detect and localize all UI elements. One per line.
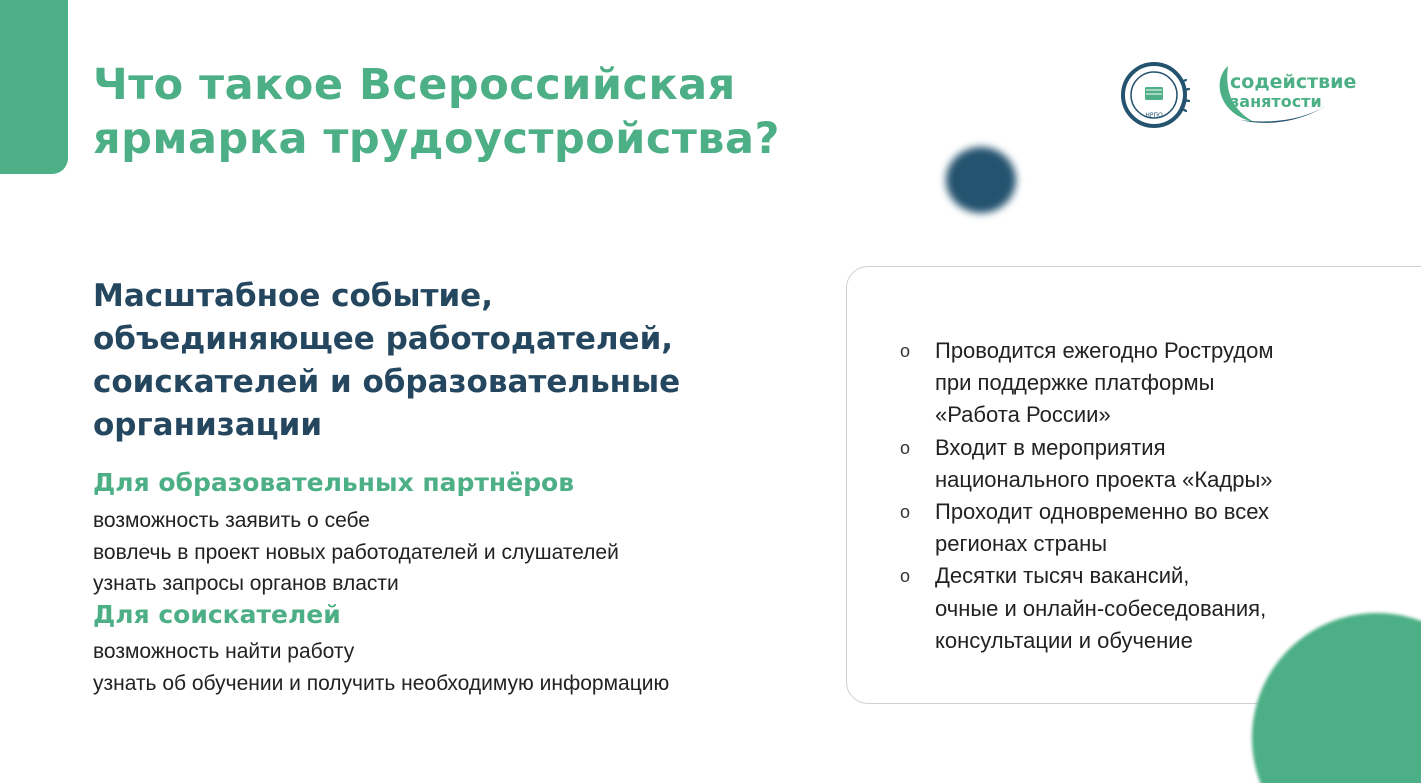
circle-bullet-icon: o bbox=[900, 437, 911, 458]
fact-line: Десятки тысяч вакансий, bbox=[935, 563, 1190, 589]
title-line-2: ярмарка трудоустройства? bbox=[93, 114, 780, 164]
list-item: узнать об обучении и получить необходимую информацию bbox=[93, 671, 670, 695]
lead-statement bbox=[93, 275, 813, 447]
nrpo-seal-logo bbox=[1118, 60, 1192, 130]
job-seekers-benefits-list bbox=[93, 636, 669, 699]
list-item: вовлечь в проект новых работодателей и слушателей bbox=[93, 540, 619, 564]
fact-item bbox=[900, 432, 1380, 496]
section-heading-partners: Для образовательных партнёров bbox=[93, 468, 575, 497]
facts-list bbox=[900, 335, 1380, 657]
brand-line-1: содействие bbox=[1230, 71, 1357, 93]
circle-bullet-icon: o bbox=[900, 341, 911, 361]
sodeystvie-zanyatosti-logo bbox=[1216, 62, 1400, 126]
fact-line: национального проекта «Кадры» bbox=[935, 466, 1273, 492]
list-item: возможность заявить о себе bbox=[93, 509, 370, 532]
section-heading-job-seekers: Для соискателей bbox=[93, 600, 341, 629]
fact-line: регионах страны bbox=[935, 531, 1108, 557]
fact-line: Входит в мероприятия bbox=[935, 434, 1166, 460]
page-title bbox=[93, 58, 893, 166]
list-item: узнать запросы органов власти bbox=[93, 572, 399, 595]
lead-line-2: объединяющее работодателей, bbox=[93, 321, 674, 357]
fact-line: «Работа России» bbox=[935, 402, 1111, 428]
fact-item bbox=[900, 335, 1380, 432]
circle-bullet-icon: o bbox=[900, 502, 911, 523]
title-line-1: Что такое Всероссийская bbox=[93, 60, 736, 110]
seal-caption: НРПО bbox=[1145, 112, 1163, 119]
corner-accent-block bbox=[0, 0, 68, 174]
fact-line: консультации и обучение bbox=[935, 627, 1193, 653]
fact-item bbox=[900, 496, 1380, 560]
lead-line-3: соискателей и образовательные bbox=[93, 364, 681, 400]
list-item: возможность найти работу bbox=[93, 640, 355, 663]
fact-line: очные и онлайн-собеседования, bbox=[935, 595, 1267, 621]
lead-line-1: Масштабное событие, bbox=[93, 278, 493, 314]
brand-line-2: занятости bbox=[1230, 92, 1322, 111]
fact-line: при поддержке платформы bbox=[935, 370, 1215, 396]
circle-bullet-icon: o bbox=[900, 566, 911, 587]
decorative-blue-dot bbox=[946, 147, 1016, 213]
fact-line: Проводится ежегодно Рострудом bbox=[935, 338, 1274, 363]
fact-line: Проходит одновременно во всех bbox=[935, 499, 1269, 525]
partners-benefits-list bbox=[93, 505, 619, 600]
lead-line-4: организации bbox=[93, 407, 323, 443]
